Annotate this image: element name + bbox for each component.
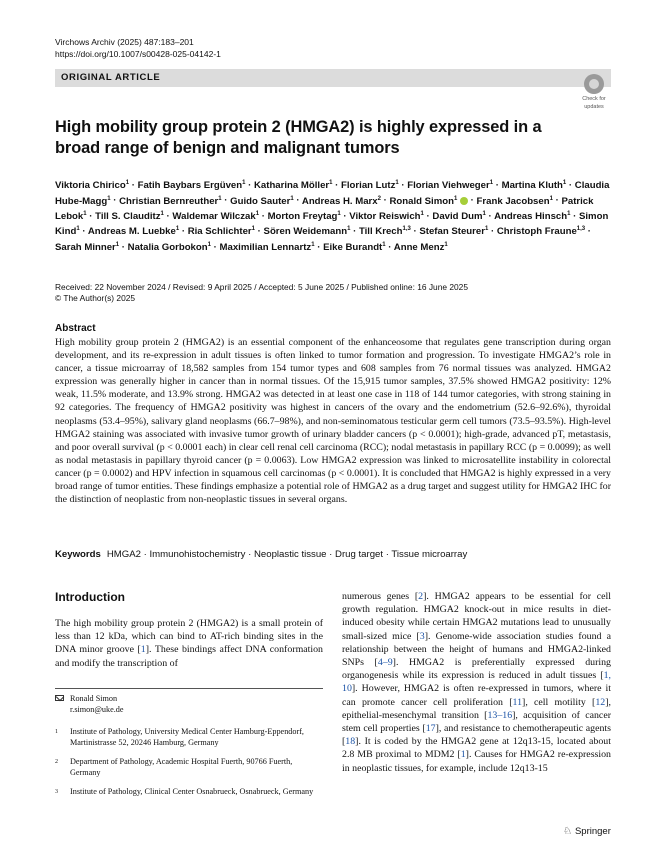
citation-link[interactable]: 12: [595, 696, 606, 708]
author-name: Andreas M. Luebke$^1$: [87, 226, 180, 238]
abstract-heading: Abstract: [55, 323, 96, 334]
author-affiliation-mark: 1: [125, 180, 130, 186]
check-updates-line1: Check for: [582, 96, 606, 102]
citation-link[interactable]: 1: [140, 644, 146, 656]
citation-link[interactable]: 3: [419, 630, 425, 642]
author-name: Andreas Hinsch$^1$: [494, 210, 571, 222]
author-affiliation-mark: 1,3: [402, 226, 411, 233]
check-for-updates-badge[interactable]: [578, 74, 610, 110]
footnote-divider: [55, 688, 323, 689]
author-list: Viktoria Chirico$^1$ · Fatih Baybars Ergüven$^1$ · Katharina Möller$^1$ · Florian Lutz$^1$ · Florian Viehweger$^1$ · Martina Kluth$^1$ · Claudia Hube‑Magg$^1$ · Christian Bernreuther$^1$ · Guido Sauter$^1$ · Andreas H. Marx$^2$ · Ronald Simon$^1$ · Frank Jacobsen$^1$ · Patrick Lebok$^1$ · Till S. Clauditz$^1$ · Waldemar Wilczak$^1$ · Morton Freytag$^1$ · Viktor Reiswich$^1$ · David Dum$^1$ · Andreas Hinsch$^1$ · Simon Kind$^1$ · Andreas M. Luebke$^1$ · Ria Schlichter$^1$ · Sören Weidemann$^1$ · Till Krech$^{1,3}$ · Stefan Steurer$^1$ · Christoph Fraune$^{1,3}$ · Sarah Minner$^1$ · Natalia Gorbokon$^1$ · Maximilian Lennartz$^1$ · Eike Burandt$^1$ · Anne Menz$^1$: [55, 180, 610, 253]
introduction-heading: Introduction: [55, 590, 125, 604]
author-affiliation-mark: 1: [255, 210, 260, 217]
author-name: Christoph Fraune$^{1,3}$: [496, 226, 586, 238]
author-affiliation-mark: 1,3: [576, 226, 586, 233]
author-affiliation-mark: 1: [453, 195, 458, 202]
affiliation-number: 1: [55, 729, 58, 735]
author-affiliation-mark: 1: [337, 210, 341, 217]
abstract-text: High mobility group protein 2 (HMGA2) is an essential component of the enhanceosome that regulates gene transcription during organ development, and its re-expression in adult tissues is often linked to tumor formation and progression. To investigate HMGA2’s role in cancer, a tissue microarray of 18,582 samples from 154 tumor types and 608 samples from 76 normal tissues was analyzed. HMGA2 expression was generally higher in cancer than in normal tissues. Of the 15,915 tumor samples, 37.5% showed HMGA2 positivity: 12% weak, 11.5% moderate, and 13.9% strong. HMGA2 was detected in at least one case in 118 of 144 tumor categories, with strong staining in 92 categories. The frequency of HMGA2 positivity was highest in cancers of the ovary and the endometrium (52.6–92.6%), thyroidal neoplasms (53.4–95%), salivary gland neoplasms (66.7–98%), and non-seminomatous testicular germ cell tumors (73.5–93.5%). High-level HMGA2 staining was associated with invasive tumor growth of urinary bladder cancers (p < 0.0001); high-grade, advanced pT, metastasis, and poor overall survival (p < 0.0001 each) in clear cell renal cell carcinoma (RCC); nodal metastasis in papillary RCC (p = 0.0099); as well as nodal metastasis in papillary thyroid cancer (p = 0.0063). Low HMGA2 expression was linked to microsatellite instability in colorectal cancer (p = 0.0002) and HPV infection in squamous cell carcinomas (p < 0.0001). It is concluded that HMGA2 is highly expressed in a very broad range of tumor entities. These findings emphasize a potential role of HMGA2 as a drug target and suggest utility for HMGA2 IHC for the distinction of neoplastic from non-neoplastic tissues in several organs.: [55, 337, 611, 506]
update-icon: [584, 74, 604, 94]
keywords-label: Keywords: [55, 549, 101, 560]
springer-horse-icon: ♘: [563, 826, 572, 837]
author-affiliation-mark: 1: [329, 180, 333, 186]
author-affiliation-mark: 1: [251, 226, 256, 233]
author-name: Simon Kind$^1$: [55, 210, 609, 238]
author-name: Maximilian Lennartz$^1$: [219, 241, 315, 253]
article-type-banner: ORIGINAL ARTICLE: [55, 69, 611, 87]
author-name: Florian Lutz$^1$: [341, 180, 399, 192]
journal-header: [55, 36, 221, 60]
author-affiliation-mark: 1: [207, 241, 211, 248]
author-name: Till Krech$^{1,3}$: [358, 226, 411, 238]
affiliation-2: [55, 757, 320, 779]
author-name: Waldemar Wilczak$^1$: [172, 210, 260, 222]
author-name: David Dum$^1$: [432, 210, 486, 222]
author-affiliation-mark: 1: [160, 210, 164, 217]
affiliation-1: [55, 727, 320, 749]
copyright: © The Author(s) 2025: [55, 293, 136, 303]
author-affiliation-mark: 1: [107, 195, 111, 202]
introduction-column-2: numerous genes [2]. HMGA2 appears to be essential for cell growth regulation. HMGA2 knock-out in mice results in diet-induced obesity while certain HMGA2 mutations lead to unusually small-sized mice [3]. Genome-wide association studies found a relationship between the height of humans and HMGA2-linked SNPs [4–9]. HMGA2 is preferentially expressed during organogenesis while its expression is reduced in adult tissues [1, 10]. However, HMGA2 is often re-expressed in tumors, where it can promote cancer cell proliferation [11], cell motility [12], epithelial-mesenchymal transition [13–16], acquisition of cancer stem cell properties [17], and resistance to chemotherapeutic agents [18]. It is coded by the HMGA2 gene at 12q13-15, located about 2.8 MB proximal to MDM2 [1]. Causes for HMGA2 re-expression in neoplastic tissues, for example, include 12q13-15: [342, 591, 612, 774]
author-name: Anne Menz$^1$: [393, 241, 448, 253]
author-name: Morton Freytag$^1$: [267, 210, 341, 222]
author-affiliation-mark: 1: [484, 226, 489, 233]
citation-link[interactable]: 11: [512, 696, 523, 708]
corresponding-author: [55, 694, 320, 716]
author-name: Katharina Möller$^1$: [253, 180, 333, 192]
author-name: Andreas H. Marx$^2$: [301, 195, 381, 207]
author-name: Christian Bernreuther$^1$: [119, 195, 222, 207]
author-affiliation-mark: 1: [489, 180, 494, 186]
author-affiliation-mark: 1: [311, 241, 315, 248]
author-name: Eike Burandt$^1$: [323, 241, 386, 253]
author-affiliation-mark: 1: [242, 180, 246, 186]
affiliation-number: 2: [55, 759, 58, 765]
author-affiliation-mark: 1: [444, 241, 448, 248]
citation-link[interactable]: 13–16: [487, 709, 513, 721]
author-name: Martina Kluth$^1$: [501, 180, 567, 192]
author-affiliation-mark: 1: [290, 195, 294, 202]
keywords-list: HMGA2 · Immunohistochemistry · Neoplastic tissue · Drug target · Tissue microarray: [106, 549, 468, 560]
author-affiliation-mark: 1: [218, 195, 222, 202]
citation-link[interactable]: 4–9: [377, 657, 393, 669]
publisher-logo: [563, 826, 611, 837]
citation-link[interactable]: 1: [460, 749, 466, 761]
author-affiliation-mark: 1: [395, 180, 399, 186]
author-affiliation-mark: 1: [83, 210, 87, 217]
author-name: Guido Sauter$^1$: [230, 195, 294, 207]
author-affiliation-mark: 1: [382, 241, 386, 248]
author-name: Stefan Steurer$^1$: [419, 226, 489, 238]
affiliation-text: Department of Pathology, Academic Hospital Fuerth, 90766 Fuerth, Germany: [70, 757, 293, 777]
journal-citation: Virchows Archiv (2025) 487:183–201: [55, 37, 194, 47]
author-name: Ronald Simon$^1$: [389, 196, 468, 207]
citation-link[interactable]: 17: [425, 723, 436, 735]
date-history: Received: 22 November 2024 / Revised: 9 April 2025 / Accepted: 5 June 2025 / Published online: 16 June 2025: [55, 282, 468, 292]
author-name: Sören Weidemann$^1$: [263, 226, 351, 238]
author-name: Patrick Lebok$^1$: [55, 195, 594, 222]
author-affiliation-mark: 1: [175, 226, 180, 233]
author-affiliation-mark: 1: [482, 210, 486, 217]
author-affiliation-mark: 1: [420, 210, 424, 217]
affiliation-number: 3: [55, 789, 58, 795]
orcid-icon[interactable]: [460, 197, 468, 205]
author-name: Till S. Clauditz$^1$: [95, 210, 164, 222]
affiliation-text: Institute of Pathology, Clinical Center Osnabrueck, Osnabrueck, Germany: [70, 787, 314, 796]
author-affiliation-mark: 2: [377, 195, 381, 202]
author-name: Frank Jacobsen$^1$: [476, 195, 553, 207]
author-affiliation-mark: 1: [567, 210, 571, 217]
author-name: Viktor Reiswich$^1$: [349, 210, 424, 222]
envelope-icon: [55, 695, 64, 701]
citation-link[interactable]: 1, 10: [342, 670, 611, 695]
doi-link[interactable]: https://doi.org/10.1007/s00428-025-04142-1: [55, 49, 221, 59]
author-affiliation-mark: 1: [549, 195, 553, 202]
publisher-name: Springer: [574, 826, 611, 837]
affiliation-3: [55, 787, 320, 798]
author-name: Sarah Minner$^1$: [55, 241, 120, 253]
author-name: Fatih Baybars Ergüven$^1$: [137, 180, 246, 192]
author-affiliation-mark: 1: [347, 226, 351, 233]
author-name: Natalia Gorbokon$^1$: [127, 241, 211, 253]
publication-dates: [55, 282, 468, 304]
introduction-column-1: The high mobility group protein 2 (HMGA2) is a small protein of less than 12 kDa, which can bind to AT-rich binding sites in the DNA minor groove [1]. These bindings affect DNA conformation and modify the transcription of: [55, 618, 323, 669]
contact-name: Ronald Simon: [70, 694, 118, 703]
author-affiliation-mark: 1: [562, 180, 567, 186]
article-title: High mobility group protein 2 (HMGA2) is highly expressed in a broad range of benign and malignant tumors: [55, 118, 542, 157]
keywords: [55, 549, 467, 560]
citation-link[interactable]: 18: [345, 736, 356, 748]
author-name: Claudia Hube‑Magg$^1$: [55, 180, 610, 207]
check-updates-line2: updates: [584, 104, 604, 110]
citation-link[interactable]: 2: [418, 591, 424, 602]
author-affiliation-mark: 1: [76, 226, 80, 233]
author-name: Ria Schlichter$^1$: [187, 226, 256, 238]
author-name: Viktoria Chirico$^1$: [55, 180, 130, 192]
author-name: Florian Viehweger$^1$: [407, 180, 494, 192]
contact-email[interactable]: r.simon@uke.de: [70, 704, 124, 714]
affiliation-text: Institute of Pathology, University Medical Center Hamburg-Eppendorf, Martinistrasse 52, 20246 Hamburg, Germany: [70, 727, 304, 747]
author-affiliation-mark: 1: [115, 241, 120, 248]
